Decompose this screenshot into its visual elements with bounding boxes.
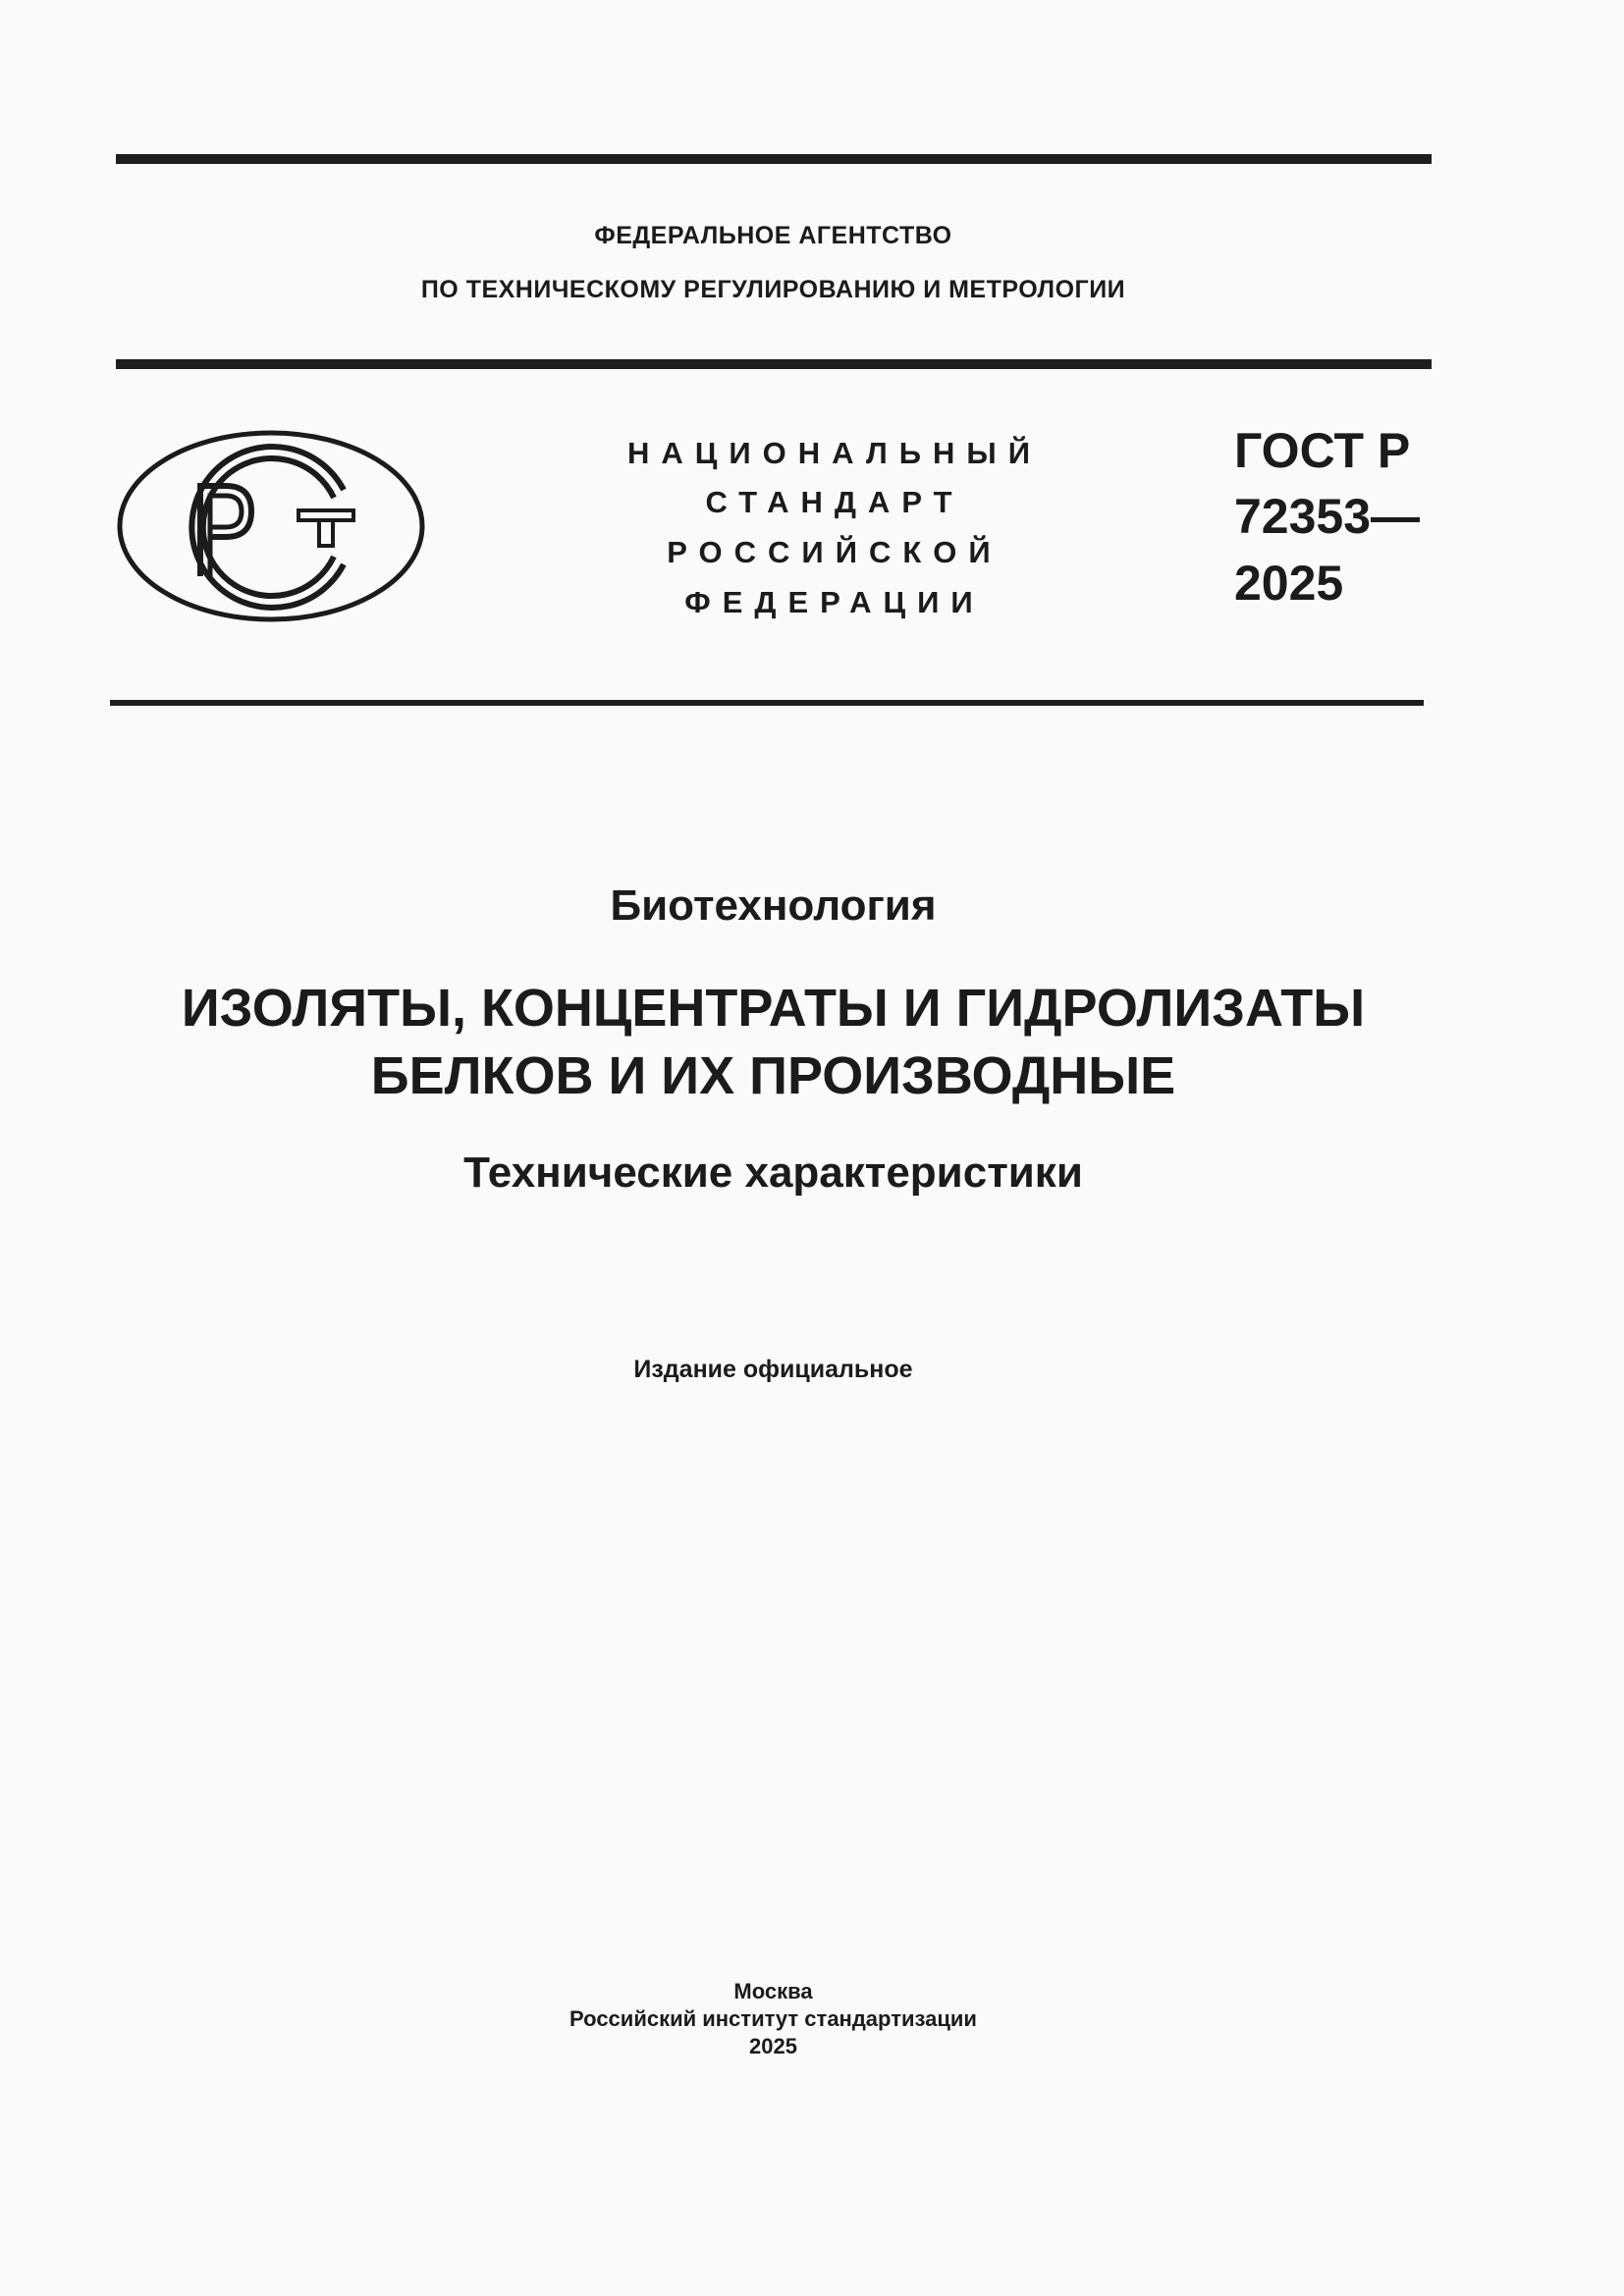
publisher-name: Российский институт стандартизации: [569, 2006, 977, 2031]
agency-name-line2: ПО ТЕХНИЧЕСКОМУ РЕГУЛИРОВАНИЮ И МЕТРОЛОГИИ: [420, 276, 1126, 303]
top-divider: [116, 154, 1432, 164]
document-title-line1: ИЗОЛЯТЫ, КОНЦЕНТРАТЫ И ГИДРОЛИЗАТЫ: [181, 979, 1366, 1038]
standard-type-line4: ФЕДЕРАЦИИ: [684, 585, 985, 619]
edition-note: Издание официальное: [633, 1356, 913, 1383]
pst-certification-mark-icon: [116, 429, 426, 623]
middle-divider: [116, 359, 1432, 369]
document-subject: Биотехнология: [610, 881, 937, 930]
publication-year: 2025: [749, 2034, 797, 2058]
publication-city: Москва: [733, 1979, 813, 2003]
standard-type-line3: РОССИЙСКОЙ: [667, 535, 1002, 569]
agency-name-line1: ФЕДЕРАЛЬНОЕ АГЕНТСТВО: [594, 222, 952, 249]
standard-designation-line2: 72353—: [1234, 489, 1421, 544]
document-subtitle: Технические характеристики: [463, 1148, 1083, 1197]
document-title-line2: БЕЛКОВ И ИХ ПРОИЗВОДНЫЕ: [370, 1046, 1176, 1105]
standard-type-line2: СТАНДАРТ: [705, 485, 964, 519]
standard-designation-line3: 2025: [1234, 556, 1344, 611]
header-bottom-divider: [110, 700, 1424, 706]
standard-designation-line1: ГОСТ Р: [1234, 423, 1411, 478]
standard-type-line1: НАЦИОНАЛЬНЫЙ: [626, 436, 1043, 470]
